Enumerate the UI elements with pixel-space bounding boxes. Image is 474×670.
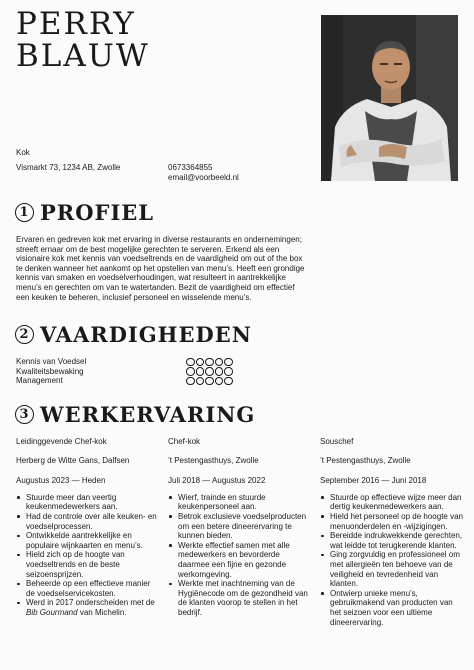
rating-dot [186, 377, 195, 386]
job-period: September 2016 — Juni 2018 [320, 476, 427, 486]
experience-heading [15, 402, 255, 427]
skills-list [16, 357, 86, 386]
profile-heading-text: PROFIEL [40, 200, 155, 225]
job-duties [16, 493, 161, 618]
rating-dot [215, 377, 224, 386]
job-duties [168, 493, 313, 618]
duty-item: Bereidde indrukwekkende gerechten, wat leidde tot terugkerende klanten. [320, 531, 465, 550]
duty-item: Betrok exclusieve voedselproducten om een betere dineerervaring te kunnen bieden. [168, 512, 313, 541]
job-duties [320, 493, 465, 627]
skill-rating-row [186, 367, 233, 377]
phone-number: 0673364855 [168, 163, 213, 172]
name-last: BLAUW [16, 38, 150, 74]
skill-label: Kwaliteitsbewaking [16, 366, 84, 376]
profile-heading [15, 200, 154, 225]
job-employer: ’t Pestengasthuys, Zwolle [320, 455, 411, 465]
duty-item: Wierf, trainde en stuurde keukenpersoneel aan. [168, 493, 313, 512]
profile-photo [321, 15, 458, 181]
rating-dot [224, 367, 233, 376]
skill-rating-dots [186, 357, 233, 386]
duty-item [16, 598, 161, 617]
duty-item: Ging zorgvuldig en professioneel om met allergieën ten behoeve van de veiligheid en tevredenheid van klanten. [320, 550, 465, 588]
duty-text: van Michelin. [77, 607, 127, 617]
chef-portrait-image [321, 15, 458, 181]
email-address: email@voorbeeld.nl [168, 173, 239, 182]
job-role: Kok [16, 148, 30, 157]
rating-dot [196, 367, 205, 376]
contact-details [168, 163, 239, 183]
profile-summary: Ervaren en gedreven kok met ervaring in diverse restaurants en ondernemingen; streeft ernaar om de best mogelijke gerechten te serveren. Erkend als een visionaire kok met kennis van voedseltrends en de vaardigheid om out of the box te denken wanneer het aankomt op het opstellen van menu’s. Heeft een grondige kennis van smaken en voedselverhoudingen, wat resulteert in aantrekkelijke menu’s en gerechten om van te watertanden. Bezit de vaardigheid om effectief een keuken te beheren, inclusief personeel en wisselende menu’s. [16, 235, 305, 302]
award-name: Bib Gourmand [26, 607, 78, 617]
job-entry [168, 437, 313, 618]
skills-heading-text: VAARDIGHEDEN [40, 322, 252, 347]
name-first: PERRY [16, 6, 136, 42]
skills-heading [15, 322, 252, 347]
rating-dot [196, 358, 205, 367]
address: Vismarkt 73, 1234 AB, Zwolle [16, 163, 121, 172]
rating-dot [186, 367, 195, 376]
duty-item: Werkte met inachtneming van de Hygiënecode om de gezondheid van de klanten voorop te stellen in het bedrijf. [168, 579, 313, 617]
rating-dot [224, 377, 233, 386]
skill-label: Management [16, 376, 63, 386]
duty-item: Beheerde op een effectieve manier de voedselservicekosten. [16, 579, 161, 598]
job-entry [16, 437, 161, 618]
duty-item: Stuurde meer dan veertig keukenmedewerkers aan. [16, 493, 161, 512]
job-employer: ’t Pestengasthuys, Zwolle [168, 455, 259, 465]
rating-dot [215, 367, 224, 376]
skill-rating-row [186, 357, 233, 367]
section-number-2: 2 [15, 325, 34, 344]
rating-dot [196, 377, 205, 386]
experience-heading-text: WERKERVARING [40, 402, 256, 427]
job-employer: Herberg de Witte Gans, Dalfsen [16, 455, 130, 465]
skill-label: Kennis van Voedsel [16, 357, 87, 366]
rating-dot [186, 358, 195, 367]
job-period: Juli 2018 — Augustus 2022 [168, 476, 266, 486]
job-title: Leidinggevende Chef-kok [16, 437, 107, 446]
duty-item: Hield het personeel op de hoogte van menuonderdelen en -wijzigingen. [320, 512, 465, 531]
job-entry [320, 437, 465, 627]
duty-item: Stuurde op effectieve wijze meer dan dertig keukenmedewerkers aan. [320, 493, 465, 512]
duty-item: Werkte effectief samen met alle medewerkers en bevorderde daarmee een fijne en gezonde werkomgeving. [168, 541, 313, 579]
section-number-1: 1 [15, 203, 34, 222]
skill-rating-row [186, 376, 233, 386]
duty-item: Ontwierp unieke menu’s, gebruikmakend van producten van het seizoen voor een ultieme dineerervaring. [320, 589, 465, 627]
rating-dot [224, 358, 233, 367]
rating-dot [205, 358, 214, 367]
duty-text: Werd in 2017 onderscheiden met de [26, 598, 155, 608]
duty-item: Ontwikkelde aantrekkelijke en populaire wijnkaarten en menu’s. [16, 531, 161, 550]
job-title: Chef-kok [168, 437, 201, 446]
section-number-3: 3 [15, 405, 34, 424]
rating-dot [205, 377, 214, 386]
duty-item: Had de controle over alle keuken- en voedselprocessen. [16, 512, 161, 531]
job-title: Souschef [320, 437, 354, 446]
duty-item: Hield zich op de hoogte van voedseltrends en de beste seizoensprijzen. [16, 550, 161, 579]
rating-dot [215, 358, 224, 367]
candidate-name [16, 8, 150, 72]
job-period: Augustus 2023 — Heden [16, 476, 106, 486]
rating-dot [205, 367, 214, 376]
